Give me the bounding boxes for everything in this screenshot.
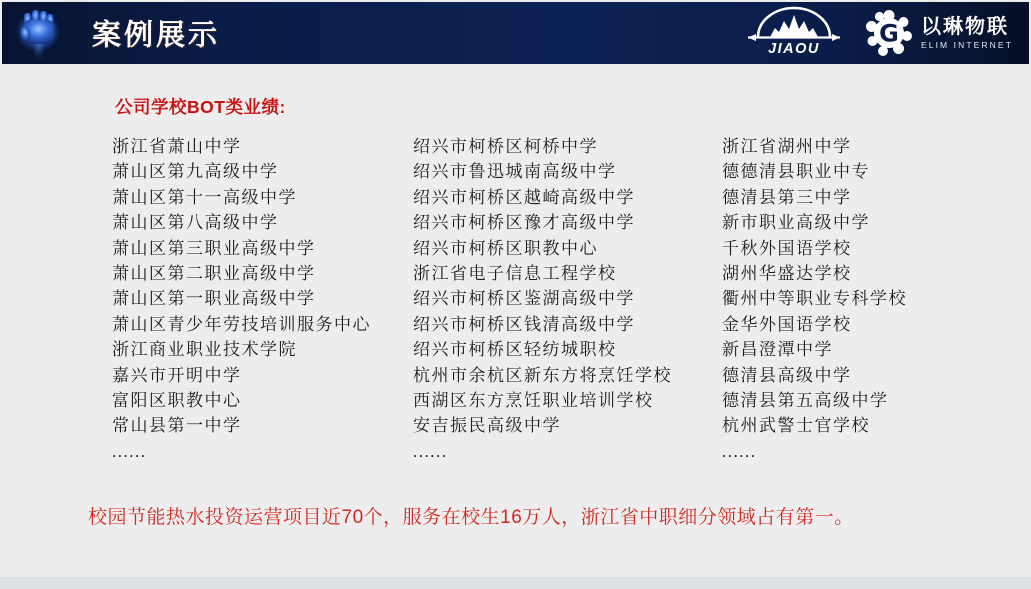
- slide-bottom-edge: [0, 577, 1031, 589]
- school-list-item: ......: [413, 441, 448, 461]
- section-heading: 公司学校BOT类业绩:: [115, 97, 286, 117]
- school-column-2: [413, 134, 672, 464]
- page-title: 案例展示: [92, 19, 221, 52]
- school-list-item: 德清县第三中学: [722, 187, 852, 207]
- school-list-item: 浙江省电子信息工程学校: [413, 263, 617, 283]
- school-list-item: 湖州华盛达学校: [722, 263, 852, 283]
- school-list-item: 衢州中等职业专科学校: [722, 289, 907, 309]
- school-list-item: 萧山区第一职业高级中学: [112, 289, 316, 309]
- school-list-item: 萧山区第二职业高级中学: [112, 263, 316, 283]
- school-list-item: 金华外国语学校: [722, 314, 852, 334]
- header-logos: [748, 2, 1013, 64]
- school-list-item: 德清县第五高级中学: [722, 390, 889, 410]
- school-list-item: 萧山区第八高级中学: [112, 213, 279, 233]
- school-list-item: 萧山区青少年劳技培训服务中心: [112, 314, 371, 334]
- header-bar: [2, 2, 1029, 64]
- school-list-item: 浙江省萧山中学: [112, 137, 242, 156]
- school-list-item: 萧山区第十一高级中学: [112, 187, 297, 207]
- school-list-item: 富阳区职教中心: [112, 390, 242, 410]
- elim-logo-name-en: ELIM INTERNET: [920, 39, 1013, 50]
- school-list-item: 新市职业高级中学: [722, 213, 870, 233]
- fist-icon: [10, 5, 66, 62]
- school-list-item: 萧山区第三职业高级中学: [112, 238, 316, 258]
- footer-note: 校园节能热水投资运营项目近70个，服务在校生16万人，浙江省中职细分领域占有第一。: [88, 507, 854, 528]
- school-list-item: 安吉振民高级中学: [413, 416, 561, 436]
- school-list-item: 绍兴市柯桥区豫才高级中学: [413, 213, 635, 233]
- school-list-item: 绍兴市柯桥区鉴湖高级中学: [413, 289, 635, 309]
- svg-text:G: G: [879, 19, 899, 48]
- school-list-item: 嘉兴市开明中学: [112, 365, 242, 385]
- school-list-item: 西湖区东方烹饪职业培训学校: [413, 390, 654, 410]
- school-column-3: [722, 134, 907, 464]
- elim-logo-name-cn: 以琳物联: [920, 15, 1009, 38]
- school-list-item: 绍兴市柯桥区职教中心: [413, 238, 598, 258]
- school-list-item: 绍兴市柯桥区钱清高级中学: [413, 314, 635, 334]
- school-list-item: ......: [722, 441, 757, 461]
- school-list-item: 绍兴市柯桥区越崎高级中学: [413, 187, 635, 207]
- jiaou-logo: [748, 6, 840, 61]
- school-list-item: ......: [112, 441, 147, 461]
- school-column-1: [112, 134, 371, 464]
- school-list-item: 浙江商业职业技术学院: [112, 340, 297, 360]
- school-list-item: 绍兴市柯桥区柯桥中学: [413, 137, 598, 156]
- elim-monogram-icon: [866, 10, 912, 56]
- school-list-item: 杭州市余杭区新东方将烹饪学校: [413, 365, 672, 385]
- school-list-item: 新昌澄潭中学: [722, 340, 833, 360]
- elim-logo: [866, 10, 1013, 56]
- school-list-item: 萧山区第九高级中学: [112, 162, 279, 182]
- school-list-item: 德德清县职业中专: [722, 162, 870, 182]
- school-list-item: 绍兴市鲁迅城南高级中学: [413, 162, 617, 182]
- school-list-item: 千秋外国语学校: [722, 238, 852, 258]
- jiaou-logo-text: JIAOU: [768, 40, 820, 56]
- school-list-item: 杭州武警士官学校: [722, 416, 870, 436]
- school-list-item: 常山县第一中学: [112, 416, 242, 436]
- school-list-item: 德清县高级中学: [722, 365, 852, 385]
- school-list-item: 浙江省湖州中学: [722, 137, 852, 156]
- school-list-item: 绍兴市柯桥区轻纺城职校: [413, 340, 617, 360]
